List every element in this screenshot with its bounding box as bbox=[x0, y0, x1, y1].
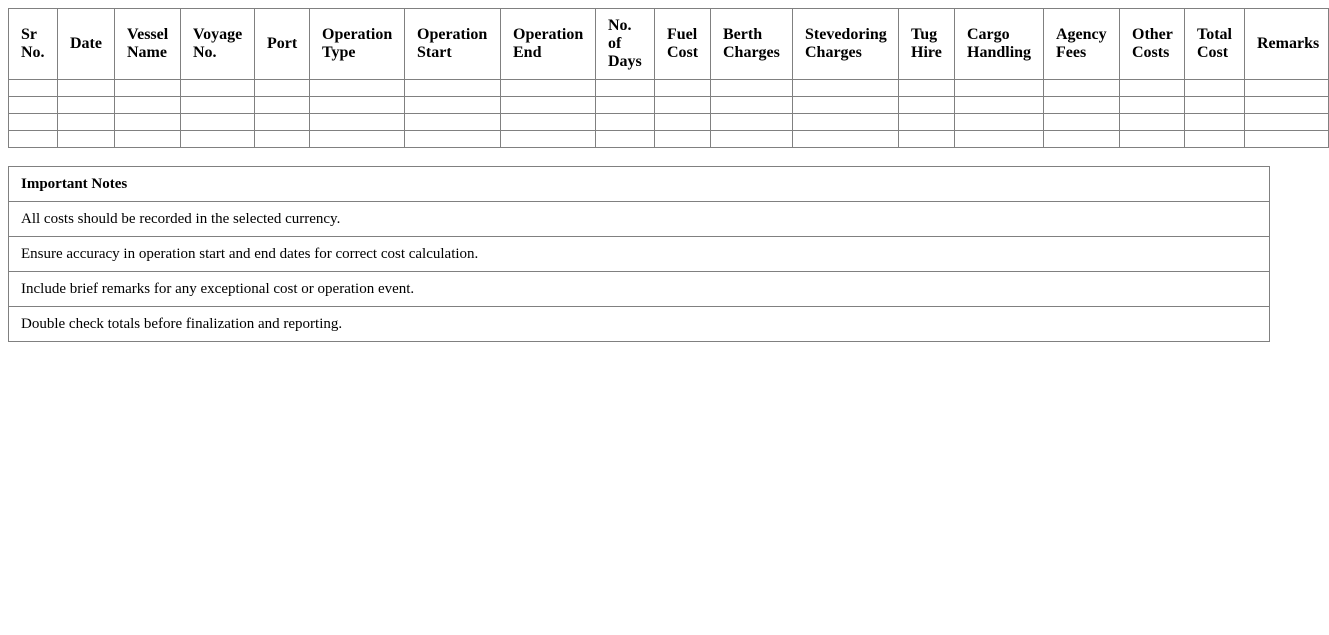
table-cell[interactable] bbox=[596, 131, 655, 148]
table-cell[interactable] bbox=[115, 97, 181, 114]
header-port: Port bbox=[255, 9, 310, 80]
header-date: Date bbox=[58, 9, 115, 80]
table-cell[interactable] bbox=[1120, 131, 1185, 148]
notes-title: Important Notes bbox=[21, 176, 128, 192]
table-cell[interactable] bbox=[501, 131, 596, 148]
table-cell[interactable] bbox=[501, 97, 596, 114]
table-cell[interactable] bbox=[655, 131, 711, 148]
table-cell[interactable] bbox=[1185, 114, 1245, 131]
table-cell[interactable] bbox=[955, 80, 1044, 97]
table-cell[interactable] bbox=[310, 131, 405, 148]
table-cell[interactable] bbox=[899, 114, 955, 131]
cost-table-container bbox=[8, 8, 1320, 148]
note-item: Include brief remarks for any exceptional cost or operation event. bbox=[9, 271, 1269, 306]
table-cell[interactable] bbox=[1245, 80, 1329, 97]
table-cell[interactable] bbox=[255, 131, 310, 148]
header-stevedoring-charges: Stevedoring Charges bbox=[793, 9, 899, 80]
table-cell[interactable] bbox=[596, 97, 655, 114]
header-total-cost: Total Cost bbox=[1185, 9, 1245, 80]
table-cell[interactable] bbox=[1044, 114, 1120, 131]
table-cell[interactable] bbox=[181, 80, 255, 97]
table-cell[interactable] bbox=[405, 80, 501, 97]
header-vessel-name: Vessel Name bbox=[115, 9, 181, 80]
table-cell[interactable] bbox=[501, 80, 596, 97]
table-cell[interactable] bbox=[115, 80, 181, 97]
note-item: All costs should be recorded in the selected currency. bbox=[9, 201, 1269, 236]
table-row bbox=[9, 131, 1329, 148]
header-berth-charges: Berth Charges bbox=[711, 9, 793, 80]
table-cell[interactable] bbox=[1245, 131, 1329, 148]
header-other-costs: Other Costs bbox=[1120, 9, 1185, 80]
table-row bbox=[9, 97, 1329, 114]
table-cell[interactable] bbox=[955, 114, 1044, 131]
table-cell[interactable] bbox=[711, 131, 793, 148]
port-operation-cost-table bbox=[8, 8, 1329, 148]
table-cell[interactable] bbox=[793, 131, 899, 148]
header-tug-hire: Tug Hire bbox=[899, 9, 955, 80]
header-operation-start: Operation Start bbox=[405, 9, 501, 80]
header-operation-type: Operation Type bbox=[310, 9, 405, 80]
table-cell[interactable] bbox=[9, 80, 58, 97]
table-cell[interactable] bbox=[899, 97, 955, 114]
table-cell[interactable] bbox=[655, 97, 711, 114]
table-cell[interactable] bbox=[115, 131, 181, 148]
note-item: Ensure accuracy in operation start and end dates for correct cost calculation. bbox=[9, 236, 1269, 271]
table-cell[interactable] bbox=[1044, 80, 1120, 97]
table-cell[interactable] bbox=[181, 97, 255, 114]
table-cell[interactable] bbox=[899, 131, 955, 148]
table-row bbox=[9, 114, 1329, 131]
table-cell[interactable] bbox=[1245, 114, 1329, 131]
table-cell[interactable] bbox=[255, 97, 310, 114]
table-cell[interactable] bbox=[58, 131, 115, 148]
table-cell[interactable] bbox=[9, 131, 58, 148]
table-cell[interactable] bbox=[1245, 97, 1329, 114]
table-header-row bbox=[9, 9, 1329, 80]
table-cell[interactable] bbox=[596, 80, 655, 97]
table-cell[interactable] bbox=[1185, 80, 1245, 97]
table-cell[interactable] bbox=[711, 80, 793, 97]
table-cell[interactable] bbox=[1185, 97, 1245, 114]
table-cell[interactable] bbox=[310, 114, 405, 131]
table-cell[interactable] bbox=[310, 97, 405, 114]
table-cell[interactable] bbox=[9, 114, 58, 131]
table-cell[interactable] bbox=[405, 97, 501, 114]
table-cell[interactable] bbox=[115, 114, 181, 131]
table-row bbox=[9, 80, 1329, 97]
table-cell[interactable] bbox=[181, 131, 255, 148]
table-cell[interactable] bbox=[58, 97, 115, 114]
table-cell[interactable] bbox=[711, 97, 793, 114]
table-cell[interactable] bbox=[711, 114, 793, 131]
header-fuel-cost: Fuel Cost bbox=[655, 9, 711, 80]
table-cell[interactable] bbox=[255, 80, 310, 97]
table-cell[interactable] bbox=[181, 114, 255, 131]
table-cell[interactable] bbox=[1185, 131, 1245, 148]
important-notes-box bbox=[8, 166, 1270, 342]
table-cell[interactable] bbox=[58, 114, 115, 131]
header-cargo-handling: Cargo Handling bbox=[955, 9, 1044, 80]
table-cell[interactable] bbox=[1120, 114, 1185, 131]
table-cell[interactable] bbox=[1120, 97, 1185, 114]
table-cell[interactable] bbox=[955, 131, 1044, 148]
header-agency-fees: Agency Fees bbox=[1044, 9, 1120, 80]
table-cell[interactable] bbox=[793, 80, 899, 97]
table-cell[interactable] bbox=[255, 114, 310, 131]
table-cell[interactable] bbox=[955, 97, 1044, 114]
table-cell[interactable] bbox=[793, 114, 899, 131]
note-item: Double check totals before finalization and reporting. bbox=[9, 306, 1269, 341]
table-cell[interactable] bbox=[1044, 131, 1120, 148]
table-cell[interactable] bbox=[310, 80, 405, 97]
table-cell[interactable] bbox=[9, 97, 58, 114]
header-sr-no: Sr No. bbox=[9, 9, 58, 80]
table-cell[interactable] bbox=[899, 80, 955, 97]
table-cell[interactable] bbox=[1044, 97, 1120, 114]
table-cell[interactable] bbox=[655, 114, 711, 131]
header-remarks: Remarks bbox=[1245, 9, 1329, 80]
table-cell[interactable] bbox=[596, 114, 655, 131]
table-cell[interactable] bbox=[405, 114, 501, 131]
table-cell[interactable] bbox=[501, 114, 596, 131]
table-cell[interactable] bbox=[655, 80, 711, 97]
table-body bbox=[9, 80, 1329, 148]
header-no-of-days: No. of Days bbox=[596, 9, 655, 80]
table-cell[interactable] bbox=[793, 97, 899, 114]
table-cell[interactable] bbox=[58, 80, 115, 97]
header-operation-end: Operation End bbox=[501, 9, 596, 80]
table-cell[interactable] bbox=[1120, 80, 1185, 97]
table-cell[interactable] bbox=[405, 131, 501, 148]
header-voyage-no: Voyage No. bbox=[181, 9, 255, 80]
